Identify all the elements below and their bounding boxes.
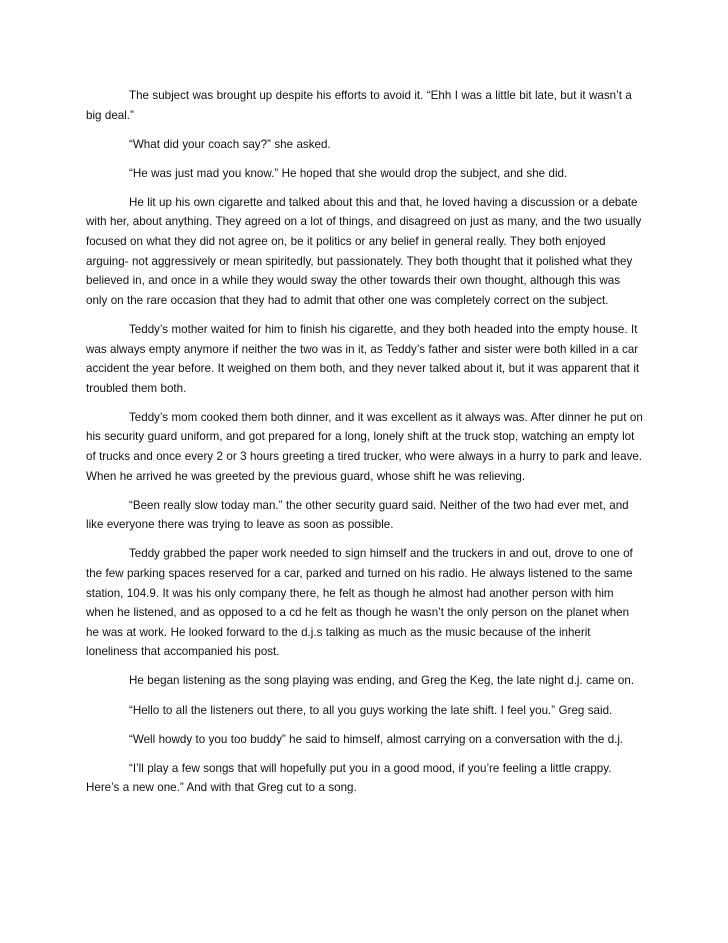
paragraph: “What did your coach say?” she asked. bbox=[129, 137, 331, 151]
paragraph: “He was just mad you know.” He hoped that she would drop the subject, and she did. bbox=[129, 166, 568, 180]
document-body bbox=[86, 86, 644, 798]
paragraph: Teddy’s mother waited for him to finish his cigarette, and they both headed into the empty house. It was always empty anymore if neither the two was in it, as Teddy’s father and sister were both killed in a car accident the year before. It weighed on them both, and they never talked about it, but it was apparent that it troubled them both. bbox=[86, 322, 640, 395]
paragraph: The subject was brought up despite his efforts to avoid it. “Ehh I was a little bit late, but it wasn’t a big deal.” bbox=[86, 89, 632, 122]
paragraph: Teddy’s mom cooked them both dinner, and it was excellent as it always was. After dinner he put on his security guard uniform, and got prepared for a long, lonely shift at the truck stop, watching an empty lot of trucks and once every 2 or 3 hours greeting a tired trucker, who were always in a hurry to park and leave. When he arrived he was greeted by the previous guard, whose shift he was relieving. bbox=[86, 410, 643, 483]
paragraph: He began listening as the song playing was ending, and Greg the Keg, the late night d.j. came on. bbox=[129, 674, 635, 688]
paragraph: “Well howdy to you too buddy” he said to himself, almost carrying on a conversation with the d.j. bbox=[129, 732, 624, 746]
paragraph: Teddy grabbed the paper work needed to sign himself and the truckers in and out, drove to one of the few parking spaces reserved for a car, parked and turned on his radio. He always listened to the same station, 104.9. It was his only company there, he felt as though he almost had another person with him when he listened, and as opposed to a cd he felt as though he wasn’t the only person on the planet when he was at work. He looked forward to the d.j.s talking as much as the music because of the inherit loneliness that accompanied his post. bbox=[86, 547, 633, 659]
paragraph: “Hello to all the listeners out there, to all you guys working the late shift. I feel you.” Greg said. bbox=[129, 703, 613, 717]
paragraph: “Been really slow today man.” the other security guard said. Neither of the two had ever met, and like everyone there was trying to leave as soon as possible. bbox=[86, 498, 629, 532]
paragraph: “I’ll play a few songs that will hopefully put you in a good mood, if you’re feeling a little crappy. Here’s a new one.” And with that Greg cut to a song. bbox=[86, 761, 612, 795]
paragraph: He lit up his own cigarette and talked about this and that, he loved having a discussion or a debate with her, about anything. They agreed on a lot of things, and disagreed on just as many, and the two usually focused on what they did not agree on, be it politics or any belief in general really. They both enjoyed arguing- not aggressively or mean spiritedly, but passionately. They both thought that it polished what they believed in, and once in a while they would sway the other towards their own thought, although this was only on the rare occasion that they had to admit that other one was completely correct on the subject. bbox=[86, 195, 642, 307]
